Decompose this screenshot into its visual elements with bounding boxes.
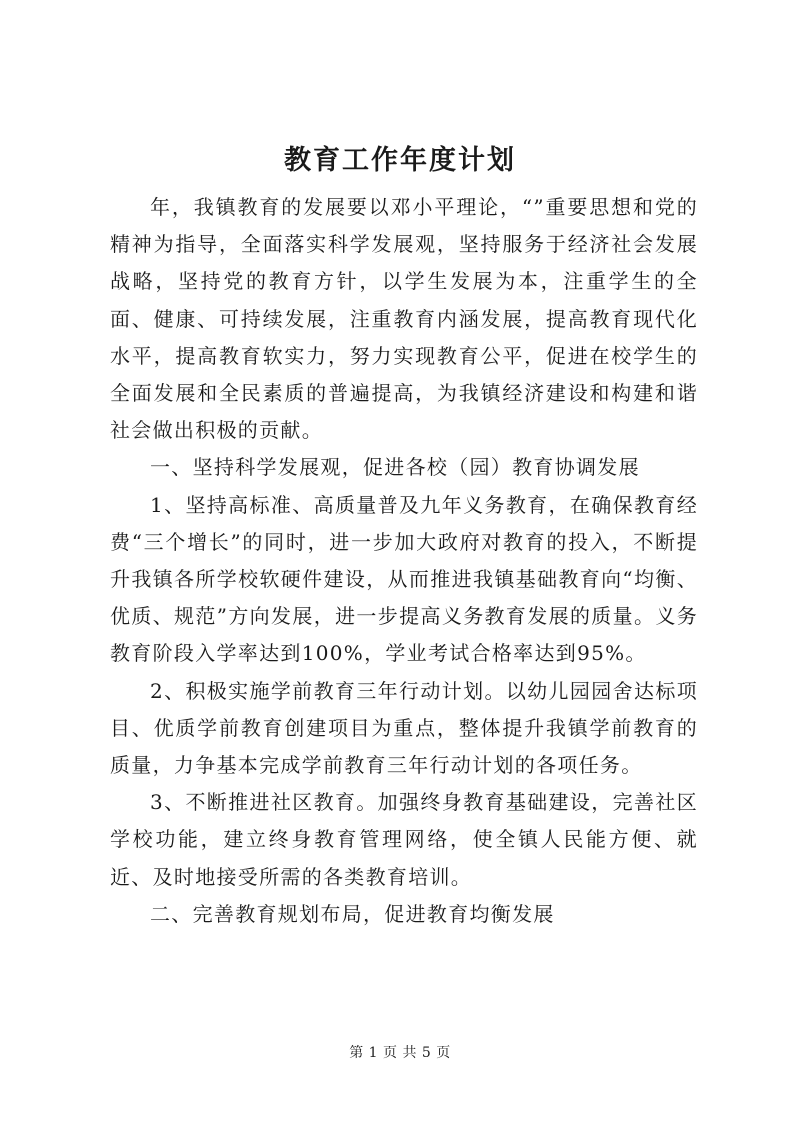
section-heading-1: 一、坚持科学发展观，促进各校（园）教育协调发展	[150, 455, 640, 480]
item-paragraph-2: 2、积极实施学前教育三年行动计划。以幼儿园园舍达标项目、优质学前教育创建项目为重点，整体提升我镇学前教育的质量，力争基本完成学前教育三年行动计划的各项任务。	[110, 678, 698, 778]
item-paragraph-1: 1、坚持高标准、高质量普及九年义务教育，在确保教育经费“三个增长”的同时，进一步加大政府对教育的投入，不断提升我镇各所学校软硬件建设，从而推进我镇基础教育向“均衡、优质、规范”方向发展，进一步提高义务教育发展的质量。义务教育阶段入学率达到100%，学业考试合格率达到95%。	[110, 492, 698, 666]
intro-paragraph: 年，我镇教育的发展要以邓小平理论，“”重要思想和党的精神为指导，全面落实科学发展观，坚持服务于经济社会发展战略，坚持党的教育方针，以学生发展为本，注重学生的全面、健康、可持续发展，注重教育内涵发展，提高教育现代化水平，提高教育软实力，努力实现教育公平，促进在校学生的全面发展和全民素质的普遍提高，为我镇经济建设和构建和谐社会做出积极的贡献。	[110, 195, 698, 443]
page-footer: 第 1 页 共 5 页	[349, 1045, 451, 1061]
section-heading-2: 二、完善教育规划布局，促进教育均衡发展	[150, 901, 555, 926]
document-body	[110, 189, 698, 933]
document-title: 教育工作年度计划	[284, 145, 516, 176]
item-paragraph-3: 3、不断推进社区教育。加强终身教育基础建设，完善社区学校功能，建立终身教育管理网络，使全镇人民能方便、就近、及时地接受所需的各类教育培训。	[110, 790, 698, 889]
